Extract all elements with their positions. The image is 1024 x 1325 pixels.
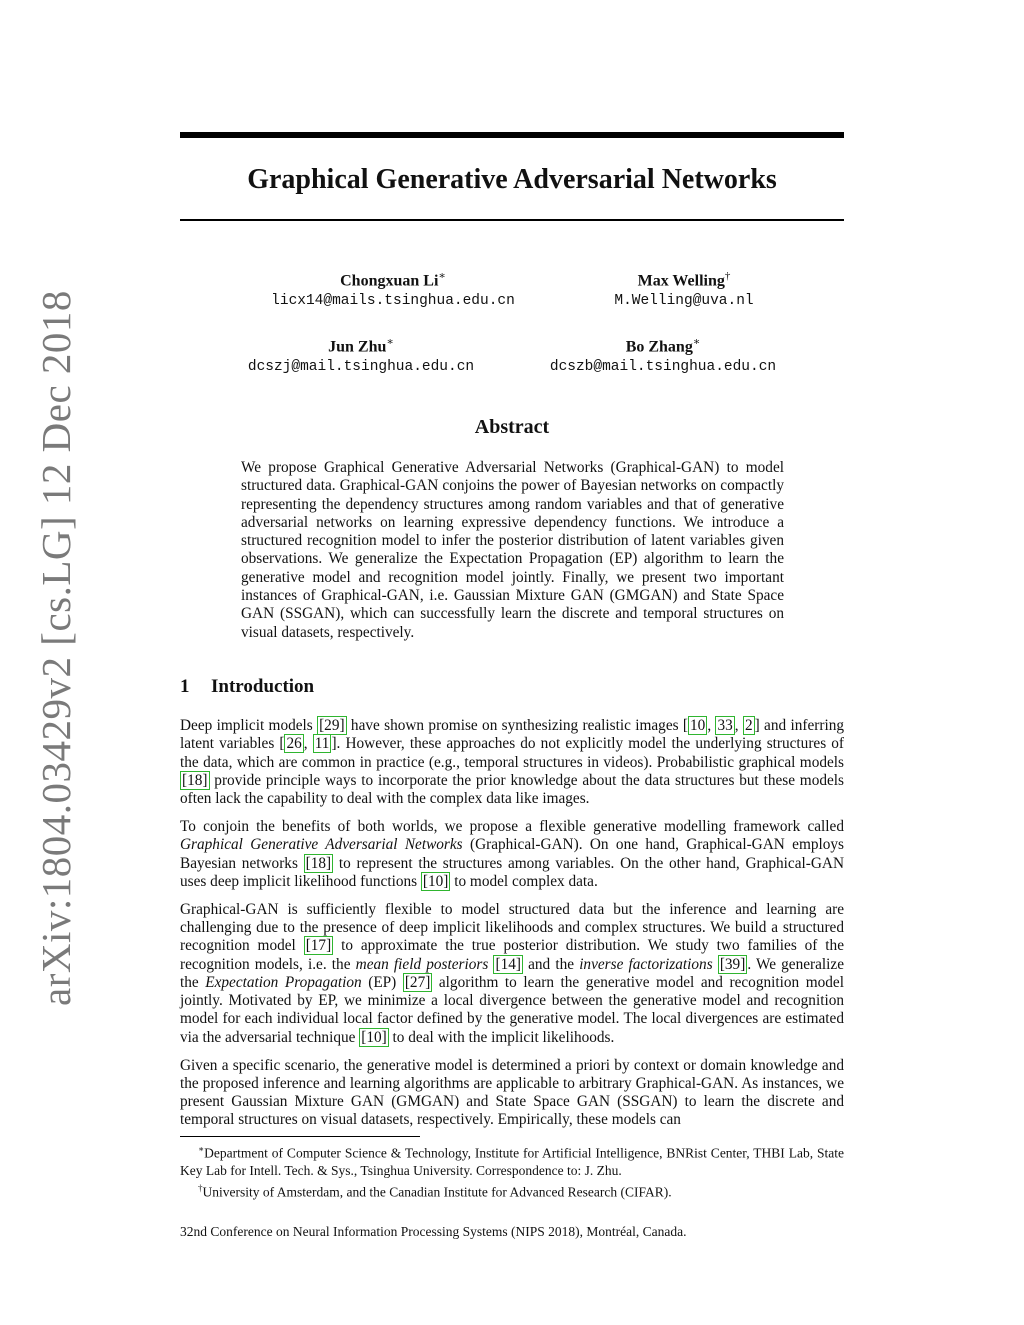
introduction-body (180, 717, 844, 1139)
author-block (211, 332, 511, 377)
citation-link[interactable]: [18] (182, 771, 208, 789)
section-title: Introduction (211, 676, 315, 697)
citation-link[interactable]: [29] (319, 717, 345, 734)
author-email: licx14@mails.tsinghua.edu.cn (271, 293, 515, 310)
author-affiliation-mark: ∗ (692, 336, 701, 348)
arxiv-identifier: arXiv:1804.03429v2 [cs.LG] 12 Dec 2018 (33, 290, 79, 1006)
citation-link[interactable]: 10 (690, 717, 706, 734)
citation-link[interactable]: 2 (744, 717, 753, 734)
author-affiliation-mark: ∗ (386, 336, 394, 348)
paragraph: To conjoin the benefits of both worlds, we propose a flexible generative modelling framework called Graphical Generative Adversarial Networks (Graphical-GAN). On one hand, Graphical-GAN employs Bayesian networks [18] to represent the structures among variables. On the other hand, Graphical-GAN uses deep implicit likelihood functions [10] to model complex data. (180, 817, 844, 890)
title-bottom-rule (180, 219, 844, 221)
footnotes (180, 1141, 844, 1201)
citation-link[interactable]: [14] (495, 955, 521, 973)
citation-link[interactable]: [27] (404, 973, 431, 991)
paper-title: Graphical Generative Adversarial Networks (247, 164, 777, 195)
author-name: Bo Zhang (625, 338, 693, 356)
footnote-rule (180, 1136, 420, 1137)
paragraph: Given a specific scenario, the generative model is determined a priori by context or domain knowledge and the proposed inference and learning algorithms are applicable to arbitrary Graphical-GAN. As instances, we present Gaussian Mixture GAN (GMGAN) and State Space GAN (SSGAN) to learn the discrete and temporal structures on visual datasets, respectively. Empirically, these models can (180, 1056, 844, 1129)
citation-link[interactable]: [39] (719, 955, 746, 973)
citation-link[interactable]: [10] (361, 1028, 387, 1046)
citation-link[interactable]: 26 (286, 735, 302, 753)
citation-link[interactable]: [10] (422, 872, 449, 890)
author-name: Max Welling (637, 272, 725, 290)
author-email: M.Welling@uva.nl (614, 293, 754, 310)
citation-link[interactable]: 33 (717, 717, 733, 734)
author-name: Jun Zhu (328, 338, 387, 356)
citation-link[interactable]: [17] (305, 937, 332, 955)
section-heading (180, 676, 314, 698)
citation-link[interactable]: 11 (314, 735, 330, 753)
author-affiliation-mark: ∗ (438, 270, 446, 282)
paragraph: Deep implicit models [29] have shown promise on synthesizing realistic images [ 10 , 33 , 2 ] and inferring latent variables [ 26 , 11 ]. However, these approaches do not explicitly model the underlying structures of the data, which are common in practice (e.g., temporal structures in videos). Probabilistic graphical models [18] provide principle ways to incorporate the prior knowledge about the data structures but these models often lack the capability to deal with the complex data like images. (180, 717, 845, 808)
footnote: †University of Amsterdam, and the Canadian Institute for Advanced Research (CIFAR). (198, 1182, 672, 1199)
citation-link[interactable]: [18] (305, 854, 332, 872)
footnote: ∗Department of Computer Science & Technology, Institute for Artificial Intelligence, BNRist Center, THBI Lab, State Key Lab for Intell. Tech. & Sys., Tsinghua University. Correspondence to: J. Zhu. (180, 1144, 844, 1178)
paragraph: Graphical-GAN is sufficiently flexible to model structured data but the inference and learning are challenging due to the presence of deep implicit likelihoods and complex structures. We build a structured recognition model [17] to approximate the true posterior distribution. We study two families of the recognition models, i.e. the mean field posteriors [14] and the inverse factorizations [39] . We generalize the Expectation Propagation (EP) [27] algorithm to learn the generative model and recognition model jointly. Motivated by EP, we minimize a local divergence between the generative model and recognition model for each individual local factor defined by the generative model. The local divergences are estimated via the adversarial technique [10] to deal with the implicit likelihoods. (180, 900, 844, 1046)
author-block (243, 266, 543, 311)
author-name: Chongxuan Li (340, 272, 439, 290)
title-top-rule (180, 132, 844, 138)
abstract-heading: Abstract (474, 416, 550, 438)
conference-footer: 32nd Conference on Neural Information Processing Systems (NIPS 2018), Montréal, Canada. (180, 1224, 687, 1239)
abstract-text: We propose Graphical Generative Adversarial Networks (Graphical-GAN) to model structured data. Graphical-GAN conjoins the power of Bayesian networks on compactly representing the dependency structures among random variables and that of generative adversarial networks on learning expressive dependency functions. We introduce a structured recognition model to infer the posterior distribution of latent variables given observations. We generalize the Expectation Propagation (EP) algorithm to learn the generative model and recognition model jointly. Finally, we present two important instances of Graphical-GAN, i.e. Gaussian Mixture GAN (GMGAN) and State Space GAN (SSGAN), which can successfully learn the discrete and temporal structures on visual datasets, respectively. (241, 459, 784, 641)
author-block (534, 266, 834, 311)
author-block (513, 332, 813, 377)
author-affiliation-mark: † (724, 270, 731, 282)
author-email: dcszj@mail.tsinghua.edu.cn (247, 359, 475, 376)
author-email: dcszb@mail.tsinghua.edu.cn (549, 359, 777, 376)
section-number: 1 (180, 676, 190, 697)
